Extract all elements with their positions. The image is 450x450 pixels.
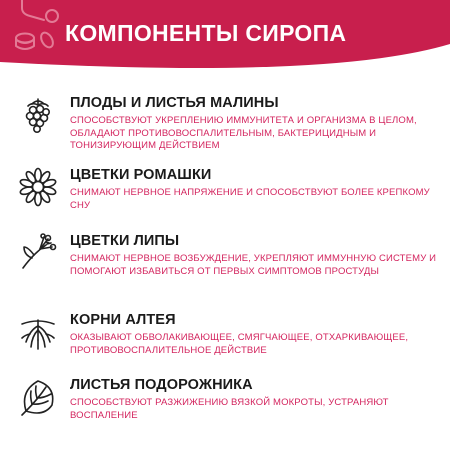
chamomile-icon bbox=[18, 167, 58, 207]
component-description: СПОСОБСТВУЮТ РАЗЖИЖЕНИЮ ВЯЗКОЙ МОКРОТЫ, УСТРАНЯЮТ ВОСПАЛЕНИЕ bbox=[70, 397, 389, 421]
component-title: ЛИСТЬЯ ПОДОРОЖНИКА bbox=[70, 377, 253, 393]
root-icon bbox=[18, 312, 58, 352]
page-title: КОМПОНЕНТЫ СИРОПА bbox=[65, 20, 347, 46]
header-banner bbox=[0, 0, 450, 70]
raspberry-icon bbox=[18, 95, 58, 135]
component-title: КОРНИ АЛТЕЯ bbox=[70, 312, 176, 328]
component-description: СПОСОБСТВУЮТ УКРЕПЛЕНИЮ ИММУНИТЕТА И ОРГАНИЗМА В ЦЕЛОМ, ОБЛАДАЮТ ПРОТИВОВОСПАЛИТЕЛЬНЫМ, БАКТЕРИЦИДНЫМ И ТОНИЗИРУЮЩИМ ДЕЙСТВИЕМ bbox=[70, 115, 417, 151]
linden-flower-icon bbox=[18, 233, 58, 273]
component-title: ЦВЕТКИ ЛИПЫ bbox=[70, 233, 180, 249]
component-description: ОКАЗЫВАЮТ ОБВОЛАКИВАЮЩЕЕ, СМЯГЧАЮЩЕЕ, ОТХАРКИВАЮЩЕЕ, ПРОТИВОВОСПАЛИТЕЛЬНОЕ ДЕЙСТВИЕ bbox=[70, 332, 409, 356]
syrup-bottle-decor-icon bbox=[0, 0, 62, 62]
component-description: СНИМАЮТ НЕРВНОЕ ВОЗБУЖДЕНИЕ, УКРЕПЛЯЮТ ИММУННУЮ СИСТЕМУ И ПОМОГАЮТ ИЗБАВИТЬСЯ ОТ ПЕРВЫХ СИМПТОМОВ ПРОСТУДЫ bbox=[70, 253, 437, 277]
component-title: ЦВЕТКИ РОМАШКИ bbox=[70, 167, 212, 183]
component-description: СНИМАЮТ НЕРВНОЕ НАПРЯЖЕНИЕ И СПОСОБСТВУЮТ БОЛЕЕ КРЕПКОМУ СНУ bbox=[70, 187, 430, 211]
plantain-leaf-icon bbox=[18, 377, 58, 417]
component-title: ПЛОДЫ И ЛИСТЬЯ МАЛИНЫ bbox=[70, 95, 279, 111]
